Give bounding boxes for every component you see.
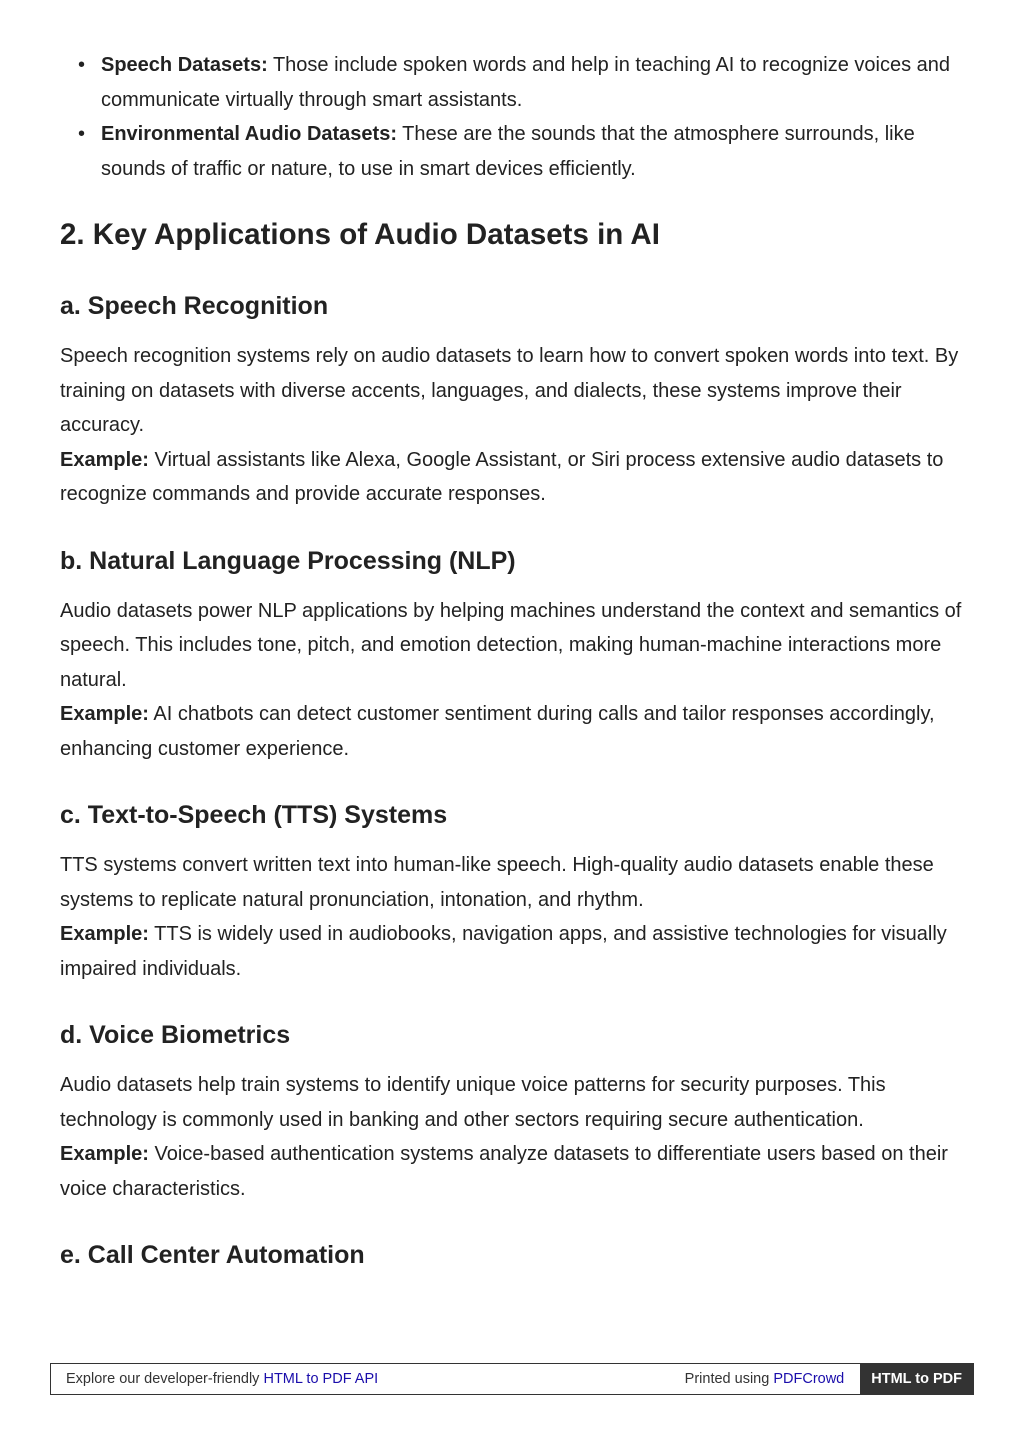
subsection-heading-nlp: b. Natural Language Processing (NLP) (60, 546, 516, 575)
subsection-body (60, 1068, 965, 1206)
list-item (78, 48, 965, 117)
html-to-pdf-badge[interactable]: HTML to PDF (860, 1364, 973, 1394)
section-heading: 2. Key Applications of Audio Datasets in AI (60, 218, 660, 251)
example-label: Example: (60, 1143, 149, 1165)
list-item-text: Those include spoken words and help in teaching AI to recognize voices and communicate virtually through smart assistants. (101, 54, 951, 111)
bullet-icon: • (78, 54, 86, 76)
dataset-types-list (60, 48, 965, 186)
footer-right (685, 1371, 861, 1387)
bullet-icon: • (78, 123, 86, 145)
pdfcrowd-link[interactable]: PDFCrowd (773, 1371, 845, 1387)
pdf-footer-banner (50, 1363, 974, 1395)
example-label: Example: (60, 448, 149, 471)
subsection-heading-voice-biometrics: d. Voice Biometrics (60, 1021, 291, 1049)
example-text: AI chatbots can detect customer sentiment during calls and tailor responses accordingly, enhancing customer experience. (60, 703, 935, 760)
paragraph-text: Audio datasets help train systems to identify unique voice patterns for security purposes. This technology is commonly used in banking and other sectors requiring secure authentication. (60, 1074, 886, 1131)
example-text: Voice-based authentication systems analyze datasets to differentiate users based on their voice characteristics. (60, 1143, 948, 1200)
subsection-heading-call-center: e. Call Center Automation (60, 1241, 365, 1269)
paragraph-text: Speech recognition systems rely on audio datasets to learn how to convert spoken words into text. By training on datasets with diverse accents, languages, and dialects, these systems improve their accuracy. (60, 345, 959, 436)
list-item-label: Environmental Audio Datasets: (101, 123, 397, 145)
footer-right-text: Printed using (684, 1371, 774, 1387)
list-item (78, 117, 965, 186)
subsection-body (60, 594, 965, 767)
example-text: Virtual assistants like Alexa, Google Assistant, or Siri process extensive audio datasets to recognize commands and provide accurate responses. (60, 448, 944, 505)
list-item-text: These are the sounds that the atmosphere surrounds, like sounds of traffic or nature, to use in smart devices efficiently. (101, 123, 915, 180)
paragraph-text: TTS systems convert written text into human-like speech. High-quality audio datasets enable these systems to replicate natural pronunciation, intonation, and rhythm. (60, 854, 934, 911)
subsection-heading-tts: c. Text-to-Speech (TTS) Systems (60, 801, 448, 829)
paragraph-text: Audio datasets power NLP applications by helping machines understand the context and semantics of speech. This includes tone, pitch, and emotion detection, making human-machine interactions more natural. (60, 599, 962, 691)
html-to-pdf-api-link[interactable]: HTML to PDF API (263, 1371, 379, 1387)
article-content (60, 48, 965, 1272)
subsection-body (60, 339, 965, 512)
list-item-label: Speech Datasets: (101, 54, 268, 76)
footer-left-text: Explore our developer-friendly (66, 1371, 264, 1387)
example-label: Example: (60, 923, 149, 945)
subsection-body (60, 848, 965, 986)
example-label: Example: (60, 703, 149, 725)
example-text: TTS is widely used in audiobooks, navigation apps, and assistive technologies for visually impaired individuals. (60, 923, 947, 980)
subsection-heading-speech-recognition: a. Speech Recognition (60, 292, 329, 320)
footer-left (51, 1371, 685, 1387)
